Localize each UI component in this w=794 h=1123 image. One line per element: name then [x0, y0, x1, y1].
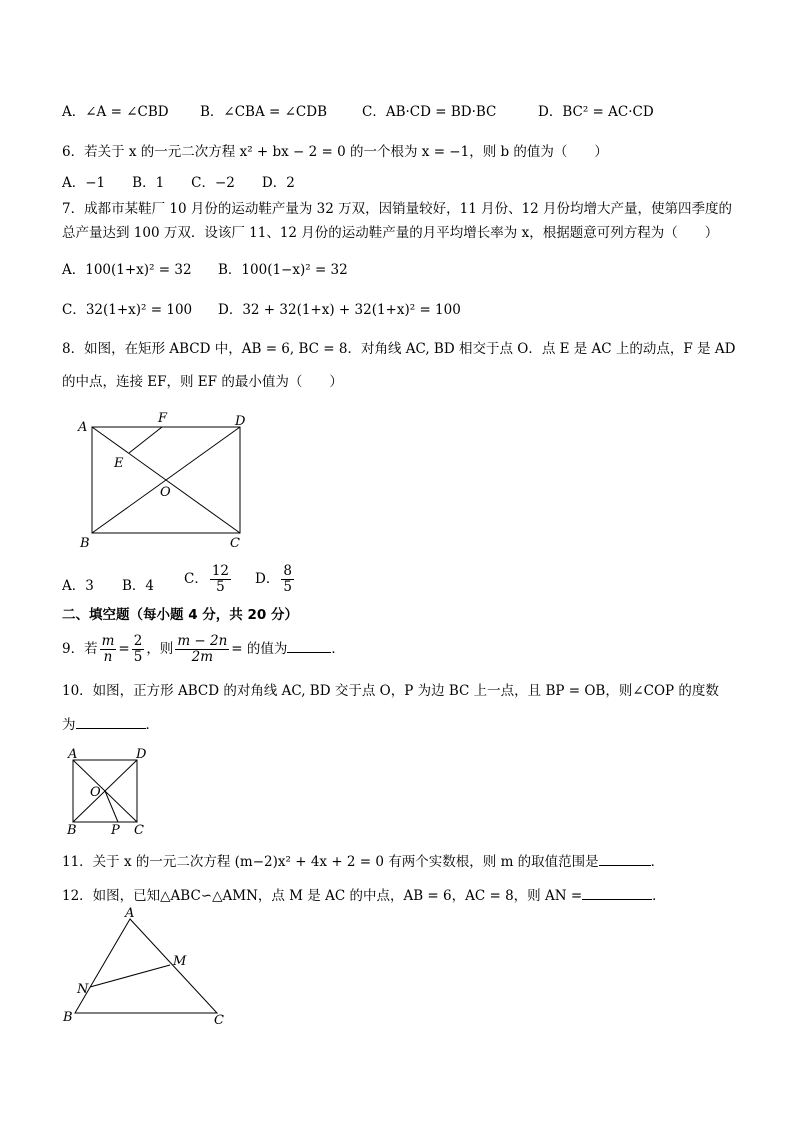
- q9-stem: [62, 632, 345, 666]
- q9-fraction-1-numerator: m: [101, 633, 115, 649]
- q10-label-d: D: [136, 747, 147, 762]
- q12-segment-mn: [90, 965, 170, 987]
- q8-label-b: B: [80, 536, 90, 551]
- q8-option-d-numerator: 8: [283, 563, 292, 579]
- q12-triangle-abc: [75, 919, 217, 1013]
- q11-answer-blank: [599, 852, 651, 866]
- q8-label-d: D: [235, 414, 246, 429]
- q8-option-c-denominator: 5: [216, 579, 225, 595]
- q12-label-c: C: [214, 1013, 224, 1028]
- q9-fraction-2-5: [132, 634, 145, 665]
- q7-option-c: C．32(1+x)² = 100: [62, 302, 193, 318]
- q8-label-e: E: [114, 456, 124, 471]
- q9-fraction-2-numerator: 2: [133, 633, 143, 649]
- q8-option-c-fraction: [210, 564, 231, 595]
- q9-fraction-2-denominator: 5: [133, 649, 143, 665]
- q8-label-o: O: [160, 485, 171, 500]
- q6-options: A．−1 B．1 C．−2 D．2: [62, 175, 295, 191]
- q9-prefix: 9．若: [62, 641, 98, 657]
- q6-stem: 6．若关于 x 的一元二次方程 x² + bx − 2 = 0 的一个根为 x = −1，则 b 的值为（ ）: [62, 144, 608, 160]
- q7-option-a: A．100(1+x)² = 32: [62, 262, 192, 278]
- q12-label-b: B: [63, 1010, 73, 1025]
- q8-option-a: A．3: [62, 578, 94, 594]
- q10-line-2-prefix: 为: [62, 717, 76, 733]
- q5-option-a: A．∠A = ∠CBD: [62, 104, 169, 120]
- q8-label-a: A: [78, 420, 88, 435]
- q10-answer-blank: [76, 715, 146, 729]
- section-2-heading: 二、填空题（每小题 4 分，共 20 分）: [62, 607, 298, 623]
- q9-answer-blank: [287, 639, 331, 653]
- q9-fraction-1-denominator: n: [103, 649, 113, 665]
- q9-suffix: = 的值为: [231, 641, 288, 657]
- q10-label-b: B: [67, 823, 77, 838]
- q12-label-m: M: [173, 954, 187, 969]
- q8-label-f: F: [158, 411, 168, 426]
- q10-label-p: P: [111, 823, 120, 838]
- q11-stem: [62, 852, 664, 871]
- q8-option-d-label: D．: [255, 571, 280, 587]
- q9-fraction-expression: [175, 634, 229, 665]
- q10-label-o: O: [90, 785, 101, 800]
- q12-text: 12．如图，已知△ABC∽△AMN，点 M 是 AC 的中点，AB = 6，AC = 8，则 AN =: [62, 888, 583, 904]
- q9-fraction-m-n: [100, 634, 117, 665]
- q11-end: ．: [650, 854, 665, 870]
- q5-option-c: C．AB·CD = BD·BC: [362, 104, 497, 120]
- q7-option-b: B．100(1−x)² = 32: [218, 262, 348, 278]
- q10-square-figure: [62, 744, 158, 840]
- q8-option-d-fraction: [281, 564, 294, 595]
- q7-line-2: 总产量达到 100 万双．设该厂 11、12 月份的运动鞋产量的月平均增长率为 x，根据题意可列方程为（ ）: [62, 225, 719, 241]
- q8-option-c: [184, 564, 233, 595]
- q5-option-d: D．BC² = AC·CD: [538, 104, 654, 120]
- q12-answer-blank: [582, 886, 652, 900]
- q9-middle-text: ，则: [146, 641, 174, 657]
- q11-text: 11．关于 x 的一元二次方程 (m−2)x² + 4x + 2 = 0 有两个实数根，则 m 的取值范围是: [62, 854, 599, 870]
- q8-label-c: C: [230, 536, 240, 551]
- q10-segment-op: [105, 791, 118, 822]
- q10-line-2: [62, 715, 159, 734]
- q8-line-2: 的中点，连接 EF，则 EF 的最小值为（ ）: [62, 374, 343, 390]
- q8-option-b: B．4: [122, 578, 155, 594]
- q8-rectangle-figure: [70, 405, 260, 555]
- q10-line-1: 10．如图，正方形 ABCD 的对角线 AC, BD 交于点 O，P 为边 BC 上一点，且 BP = OB，则∠COP 的度数: [62, 683, 719, 699]
- q12-stem: [62, 886, 666, 905]
- q9-fraction-3-denominator: 2m: [191, 649, 213, 665]
- q8-option-c-label: C．: [184, 571, 208, 587]
- q8-segment-ef: [129, 427, 162, 453]
- q10-line-2-end: ．: [145, 717, 159, 733]
- q8-option-c-numerator: 12: [211, 563, 230, 579]
- q5-option-b: B．∠CBA = ∠CDB: [200, 104, 328, 120]
- q8-option-d-denominator: 5: [283, 579, 292, 595]
- q9-end: ．: [331, 641, 345, 657]
- q12-end: ．: [652, 888, 666, 904]
- q12-label-a: A: [125, 906, 135, 921]
- q9-fraction-3-numerator: m − 2n: [177, 633, 228, 649]
- q8-line-1: 8．如图，在矩形 ABCD 中，AB = 6, BC = 8．对角线 AC, BD 相交于点 O．点 E 是 AC 上的动点，F 是 AD: [62, 341, 736, 357]
- q10-label-a: A: [68, 747, 78, 762]
- q12-triangle-figure: [62, 905, 242, 1030]
- q12-label-n: N: [77, 982, 89, 997]
- q9-equals: =: [118, 641, 130, 657]
- q7-line-1: 7．成都市某鞋厂 10 月份的运动鞋产量为 32 万双，因销量较好，11 月份、12 月份均增大产量，使第四季度的: [62, 201, 733, 217]
- q7-option-d: D．32 + 32(1+x) + 32(1+x)² = 100: [218, 302, 461, 318]
- q8-option-d: [255, 564, 296, 595]
- q10-label-c: C: [134, 823, 144, 838]
